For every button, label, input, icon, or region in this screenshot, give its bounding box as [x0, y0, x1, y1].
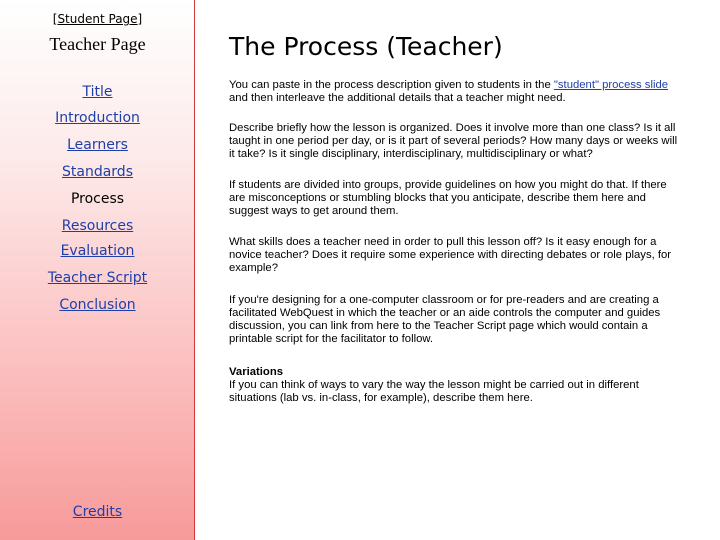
nav-item-title[interactable]: Title	[82, 84, 113, 100]
nav-item-introduction[interactable]: Introduction	[55, 110, 140, 126]
nav-item-resources[interactable]: Resources	[61, 218, 134, 234]
sidebar-title: Teacher Page	[49, 34, 146, 54]
nav-item-evaluation[interactable]: Evaluation	[60, 243, 135, 259]
nav-item-teacher-script[interactable]: Teacher Script	[47, 270, 148, 286]
page-title: The Process (Teacher)	[229, 32, 503, 61]
bracket-open: [	[52, 12, 58, 26]
nav-item-process-current: Process	[70, 191, 125, 207]
variations-heading: Variations	[229, 366, 283, 378]
nav-item-credits[interactable]: Credits	[72, 504, 123, 520]
student-page-link[interactable]: Student Page	[57, 12, 138, 26]
student-process-slide-link[interactable]: "student" process slide	[553, 79, 669, 91]
paragraph-groups: If students are divided into groups, provide guidelines on how you might do that. If there are misconceptions or stumbling blocks that you anticipate, describe them here and suggest ways to get around them.	[229, 179, 667, 217]
paragraph-process-intro	[229, 79, 684, 105]
paragraph-lesson-organization: Describe briefly how the lesson is organized. Does it involve more than one class? Is it all taught in one period per day, or is it part of several periods? How many days or weeks will it take? Is it single disciplinary, interdisciplinary, multidisciplinary or what?	[229, 122, 678, 160]
variations-text: If you can think of ways to vary the way the lesson might be carried out in different situations (lab vs. in-class, for example), describe them here.	[229, 379, 639, 404]
paragraph-one-computer: If you're designing for a one-computer classroom or for pre-readers and are creating a facilitated WebQuest in which the teacher or an aide controls the computer and guides discussion, you can link from here to the Teacher Script page which would contain a printable script for the facilitator to follow.	[229, 294, 661, 345]
paragraph-text: and then interleave the additional details that a teacher might need.	[229, 92, 566, 104]
paragraph-teacher-skills: What skills does a teacher need in order to pull this lesson off? Is it easy enough for a novice teacher? Does it require some experience with directing debates or role plays, for example?	[229, 236, 672, 274]
nav-item-conclusion[interactable]: Conclusion	[59, 297, 136, 313]
student-page-link-container	[0, 12, 195, 26]
sidebar	[0, 0, 195, 540]
bracket-close: ]	[137, 12, 143, 26]
nav-item-learners[interactable]: Learners	[67, 137, 128, 153]
paragraph-text: You can paste in the process description given to students in the	[229, 79, 554, 91]
nav-item-standards[interactable]: Standards	[62, 164, 133, 180]
variations-section	[229, 366, 684, 405]
